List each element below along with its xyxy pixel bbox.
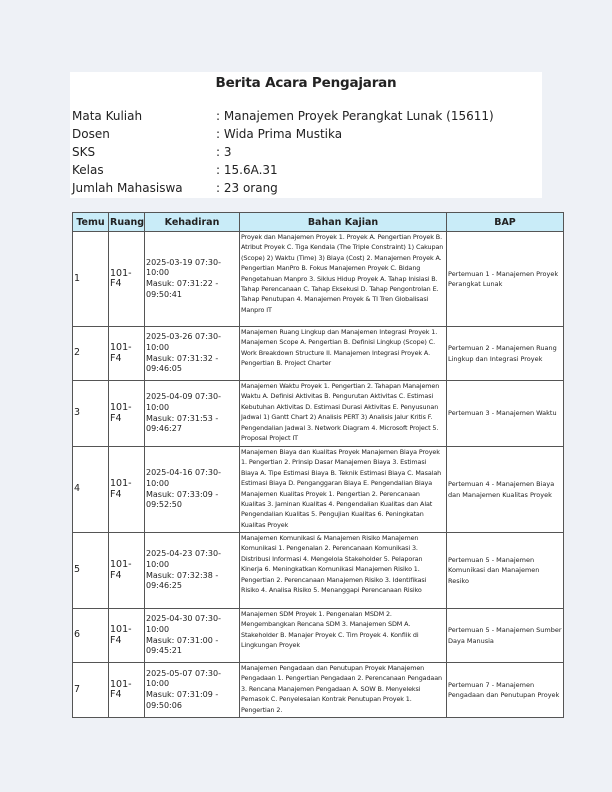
check-out-text: 09:46:27: [146, 424, 182, 434]
table-row: [73, 381, 564, 447]
kehadiran-cell: [145, 381, 240, 447]
temu-cell: 4: [73, 447, 109, 533]
schedule-text: 2025-05-07 07:30-10:00: [146, 668, 221, 689]
info-value: : 3: [216, 145, 232, 159]
info-label: Kelas: [72, 163, 104, 177]
bahan-kajian-cell: Manajemen Komunikasi & Manajemen Risiko Manajemen Komunikasi 1. Pengenalan 2. Perencanaan Komunikasi 3. Distribusi Informasi 4. Mengelola Stakeholder 5. Pelaporan Kinerja 6. Meningkatkan Komunikasi Manajemen Risiko 1. Pengertian 2. Perencanaan Manajemen Risiko 3. Identifikasi Risiko 4. Analisa Risiko 5. Menanggapi Perencanaan Risiko: [240, 533, 447, 609]
schedule-text: 2025-04-23 07:30-10:00: [146, 549, 221, 569]
column-header-kehadiran: Kehadiran: [145, 213, 240, 232]
check-in-text: Masuk: 07:31:22 -: [146, 279, 219, 288]
table-row: [73, 232, 564, 327]
temu-cell: 1: [73, 232, 109, 327]
table-row: [73, 327, 564, 381]
table-row: [73, 609, 564, 663]
table-header-row: [73, 213, 564, 232]
ruang-cell: 101-F4: [109, 232, 145, 327]
schedule-text: 2025-03-26 07:30-10:00: [146, 332, 221, 352]
attendance-table: [72, 212, 564, 718]
column-header-ruang: Ruang: [109, 213, 145, 232]
table-row: [73, 533, 564, 609]
check-in-text: Masuk: 07:31:32 -: [146, 353, 219, 363]
ruang-cell: 101-F4: [109, 327, 145, 381]
bap-cell: Pertemuan 1 - Manajemen Proyek Perangkat Lunak: [447, 232, 564, 327]
bahan-kajian-cell: Manajemen SDM Proyek 1. Pengenalan MSDM 2. Mengembangkan Rencana SDM 3. Manajemen SDM A. Stakeholder B. Manajer Proyek C. Tim Proyek 4. Konflik di Lingkungan Proyek: [240, 609, 447, 663]
table-row: [73, 447, 564, 533]
check-in-text: Masuk: 07:31:09 -: [146, 690, 219, 699]
schedule-text: 2025-04-30 07:30-10:00: [146, 614, 221, 634]
temu-cell: 6: [73, 609, 109, 663]
check-out-text: 09:45:21: [146, 646, 182, 656]
check-out-text: 09:46:25: [146, 581, 182, 591]
info-label: Jumlah Mahasiswa: [72, 181, 183, 195]
temu-cell: 3: [73, 381, 109, 447]
kehadiran-cell: [145, 663, 240, 718]
kehadiran-cell: [145, 609, 240, 663]
column-header-bahan-kajian: Bahan Kajian: [240, 213, 447, 232]
bahan-kajian-cell: Manajemen Ruang Lingkup dan Manajemen Integrasi Proyek 1. Manajemen Scope A. Pengertian B. Definisi Lingkup (Scope) C. Work Breakdown Structure II. Manajemen Integrasi Proyek A. Pengertian B. Project Charter: [240, 327, 447, 381]
schedule-text: 2025-04-16 07:30-10:00: [146, 468, 221, 488]
kehadiran-cell: [145, 533, 240, 609]
ruang-cell: 101-F4: [109, 381, 145, 447]
bap-cell: Pertemuan 4 - Manajemen Biaya dan Manajemen Kualitas Proyek: [447, 447, 564, 533]
document-title: Berita Acara Pengajaran: [215, 75, 397, 91]
info-label: Dosen: [72, 127, 110, 141]
column-header-temu: Temu: [73, 213, 109, 232]
info-label: Mata Kuliah: [72, 109, 143, 123]
info-value: : Manajemen Proyek Perangkat Lunak (15611): [216, 109, 494, 123]
temu-cell: 5: [73, 533, 109, 609]
bap-cell: Pertemuan 7 - Manajemen Pengadaan dan Penutupan Proyek: [447, 663, 564, 718]
bahan-kajian-cell: Manajemen Biaya dan Kualitas Proyek Manajemen Biaya Proyek 1. Pengertian 2. Prinsip Dasar Manajemen Biaya 3. Estimasi Biaya A. Tipe Estimasi Biaya B. Teknik Estimasi Biaya C. Masalah Estimasi Biaya D. Penganggaran Biaya E. Pengendalian Biaya Manajemen Kualitas Proyek 1. Pengertian 2. Perencanaan Kualitas 3. Jaminan Kualitas 4. Pengendalian Kualitas dan Alat Pengendalian Kualitas 5. Pengujian Kualitas 6. Peningkatan Kualitas Proyek: [240, 447, 447, 533]
bap-cell: Pertemuan 5 - Manajemen Sumber Daya Manusia: [447, 609, 564, 663]
bap-cell: Pertemuan 2 - Manajemen Ruang Lingkup dan Integrasi Proyek: [447, 327, 564, 381]
bap-cell: Pertemuan 3 - Manajemen Waktu: [447, 381, 564, 447]
check-in-text: Masuk: 07:33:09 -: [146, 489, 219, 499]
ruang-cell: 101-F4: [109, 533, 145, 609]
check-out-text: 09:50:41: [146, 289, 182, 299]
check-out-text: 09:46:05: [146, 364, 182, 374]
bahan-kajian-cell: Manajemen Pengadaan dan Penutupan Proyek Manajemen Pengadaan 1. Pengertian Pengadaan 2. Perencanaan Pengadaan 3. Rencana Manajemen Pengadaan A. SOW B. Menyeleksi Pemasok C. Penyelesaian Kontrak Penutupan Proyek 1. Pengertian 2.: [240, 663, 447, 718]
schedule-text: 2025-03-19 07:30-10:00: [146, 257, 221, 278]
schedule-text: 2025-04-09 07:30-10:00: [146, 392, 221, 412]
info-value: : Wida Prima Mustika: [216, 127, 343, 141]
info-label: SKS: [72, 145, 96, 159]
check-out-text: 09:52:50: [146, 500, 182, 510]
check-in-text: Masuk: 07:32:38 -: [146, 570, 219, 580]
bap-cell: Pertemuan 5 - Manajemen Komunikasi dan Manajemen Resiko: [447, 533, 564, 609]
header-panel: [70, 72, 542, 198]
temu-cell: 2: [73, 327, 109, 381]
kehadiran-cell: [145, 327, 240, 381]
check-in-text: Masuk: 07:31:53 -: [146, 413, 219, 423]
ruang-cell: 101-F4: [109, 447, 145, 533]
kehadiran-cell: [145, 447, 240, 533]
kehadiran-cell: [145, 232, 240, 327]
column-header-bap: BAP: [447, 213, 564, 232]
table-row: [73, 663, 564, 718]
check-in-text: Masuk: 07:31:00 -: [146, 635, 219, 645]
check-out-text: 09:50:06: [146, 700, 182, 710]
info-value: : 23 orang: [216, 181, 278, 195]
info-value: : 15.6A.31: [216, 163, 278, 177]
ruang-cell: 101-F4: [109, 663, 145, 718]
bahan-kajian-cell: Proyek dan Manajemen Proyek 1. Proyek A. Pengertian Proyek B. Atribut Proyek C. Tiga Kendala (The Triple Constraint) 1) Cakupan (Scope) 2) Waktu (Time) 3) Biaya (Cost) 2. Manajemen Proyek A. Pengertian ManPro B. Fokus Manajemen Proyek C. Bidang Pengetahuan Manpro 3. Siklus Hidup Proyek A. Tahap Inisiasi B. Tahap Perencanaan C. Tahap Eksekusi D. Tahap Pengontrolan E. Tahap Penutupan 4. Manajemen Proyek & TI Tren Globalisasi Manpro IT: [240, 232, 447, 327]
ruang-cell: 101-F4: [109, 609, 145, 663]
temu-cell: 7: [73, 663, 109, 718]
bahan-kajian-cell: Manajemen Waktu Proyek 1. Pengertian 2. Tahapan Manajemen Waktu A. Definisi Aktivitas B. Pengurutan Aktivitas C. Estimasi Kebutuhan Aktivitas D. Estimasi Durasi Aktivitas E. Penyusunan Jadwal 1) Gantt Chart 2) Analisis PERT 3) Analisis Jalur Kritis F. Pengendalian Jadwal 3. Network Diagram 4. Microsoft Project 5. Proposal Project IT: [240, 381, 447, 447]
